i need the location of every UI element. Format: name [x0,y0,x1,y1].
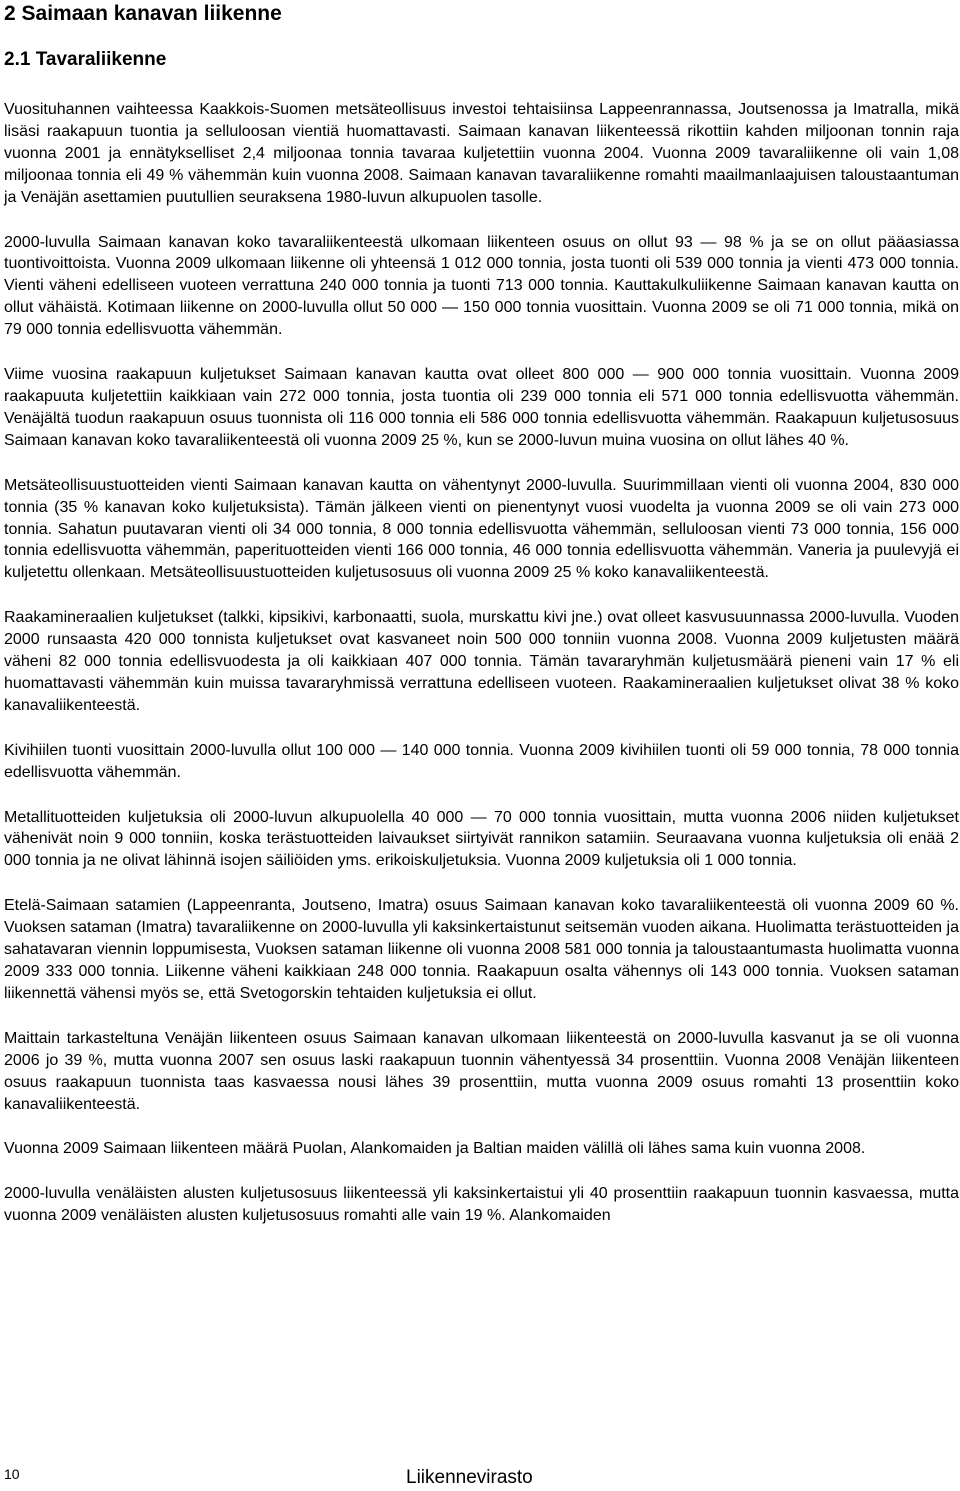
paragraph: Kivihiilen tuonti vuosittain 2000-luvulla ollut 100 000 — 140 000 tonnia. Vuonna 2009 kivihiilen tuonti oli 59 000 tonnia, 78 000 tonnia edellisvuotta vähemmän. [4,741,959,781]
paragraph: Viime vuosina raakapuun kuljetukset Saimaan kanavan kautta ovat olleet 800 000 — 900 000 tonnia vuosittain. Vuonna 2009 raakapuuta kuljetettiin kaikkiaan vain 272 000 tonnia, josta tuontia oli 239 000 tonnia eli 571 000 tonnia edellisvuotta vähemmän. Venäjältä tuodun raakapuun osuus tuonnista oli 116 000 tonnia eli 586 000 tonnia edellisvuotta vähemmän. Raakapuun kuljetusosuus Saimaan kanavan koko tavaraliikenteestä oli vuonna 2009 25 %, kun se 2000-luvun muina vuosina on ollut lähes 40 %. [4,366,959,449]
section-heading: 2.1 Tavaraliikenne [4,49,167,70]
paragraph: Vuonna 2009 Saimaan liikenteen määrä Puolan, Alankomaiden ja Baltian maiden välillä oli lähes sama kuin vuonna 2008. [4,1140,866,1158]
paragraph: Vuosituhannen vaihteessa Kaakkois-Suomen metsäteollisuus investoi tehtaisiinsa Lappeenrannassa, Joutsenossa ja Imatralla, mikä lisäsi raakapuun tuontia ja selluloosan vientiä huomattavasti. Saimaan kanavan liikenteessä rikottiin kahden miljoonan tonnin raja vuonna 2001 ja ennätykselliset 2,4 miljoonaa tonnia tavaraa kuljetettiin vuonna 2004. Vuonna 2009 tavaraliikenne oli vain 1,08 miljoonaa tonnia eli 49 % vähemmän kuin vuonna 2008. Saimaan kanavan tavaraliikenne romahti maailmanlaajuisen taloustaantuman ja Venäjän asettamien puutullien seuraksena 1980-luvun alkupuolen tasolle. [4,101,959,206]
page-footer [4,1458,959,1488]
paragraph: Maittain tarkasteltuna Venäjän liikenteen osuus Saimaan kanavan ulkomaan liikenteestä on 2000-luvulla kasvanut ja se oli vuonna 2006 jo 39 %, mutta vuonna 2007 sen osuus laski raakapuun tuonnin vähentyessä 34 prosenttiin. Vuonna 2008 Venäjän liikenteen osuus raakapuun tuonnista taas kasvaessa nousi lähes 39 prosenttiin, mutta vuonna 2009 osuus romahti 13 prosenttiin koko kanavaliikenteestä. [4,1029,959,1113]
paragraph: Metallituotteiden kuljetuksia oli 2000-luvun alkupuolella 40 000 — 70 000 tonnia vuosittain, mutta vuonna 2006 niiden kuljetukset vähenivät noin 9 000 tonniin, koska terästuotteiden laivaukset siirtyivät rannikon satamiin. Seuraavana vuonna kuljetuksia oli enää 2 000 tonnia ja ne olivat lähinnä isojen säiliöiden yms. erikoiskuljetuksia. Vuonna 2009 kuljetuksia oli 1 000 tonnia. [4,808,959,870]
publisher-name: Liikennevirasto [406,1467,533,1488]
body-text [4,99,959,1250]
page-number: 10 [4,1466,20,1482]
paragraph: Metsäteollisuustuotteiden vienti Saimaan kanavan kautta on vähentynyt 2000-luvulla. Suurimmillaan vienti oli vuonna 2004, 830 000 tonnia (35 % kanavan koko kuljetuksista). Tämän jälkeen vienti on pienentynyt vuosi vuodelta ja vuonna 2009 se oli vain 273 000 tonnia. Sahatun puutavaran vienti oli 34 000 tonnia, 8 000 tonnia edellisvuotta vähemmän, selluloosan vienti 73 000 tonnia, 156 000 tonnia edellisvuotta vähemmän, paperituotteiden vienti 166 000 tonnia, 46 000 tonnia edellisvuotta vähemmän. Vaneria ja puulevyjä ei kuljetettu ollenkaan. Metsäteollisuustuotteiden kuljetusosuus oli vuonna 2009 25 % koko kanavaliikenteestä. [4,476,959,582]
paragraph: Etelä-Saimaan satamien (Lappeenranta, Joutseno, Imatra) osuus Saimaan kanavan koko tavaraliikenteestä oli vuonna 2009 60 %. Vuoksen sataman (Imatra) tavaraliikenne on 2000-luvulla yli kaksinkertaistunut seitsemän vuoden aikana. Huolimatta terästuotteiden ja sahatavaran viennin loppumisesta, Vuoksen sataman liikenne oli vuonna 2008 581 000 tonnia ja taloustaantumasta huolimatta vuonna 2009 333 000 tonnia. Liikenne väheni kaikkiaan 248 000 tonnia. Raakapuun osalta vähennys oli 143 000 tonnia. Vuoksen sataman liikennettä vähensi myös se, että Svetogorskin tehtaiden kuljetuksia ei ollut. [4,897,959,1002]
paragraph: Raakamineraalien kuljetukset (talkki, kipsikivi, karbonaatti, suola, murskattu kivi jne.) ovat olleet kasvusuunnassa 2000-luvulla. Vuoden 2000 runsaasta 420 000 tonnista kuljetukset ovat kasvaneet noin 500 000 tonniin vuonna 2008. Vuonna 2009 kuljetusten määrä väheni 82 000 tonnia edellisvuodesta ja oli kaikkiaan 407 000 tonnia. Tämän tavararyhmän kuljetusmäärä pieneni vain 17 % eli huomattavasti vähemmän kuin muissa tavararyhmissä verrattuna edelliseen vuoteen. Raakamineraalien kuljetukset olivat 38 % koko kanavaliikenteestä. [4,609,959,714]
paragraph: 2000-luvulla Saimaan kanavan koko tavaraliikenteestä ulkomaan liikenteen osuus on ollut 93 — 98 % ja se on ollut pääasiassa tuontivoittoista. Vuonna 2009 ulkomaan liikenne oli yhteensä 1 012 000 tonnia, josta tuonti oli 539 000 tonnia ja vienti 473 000 tonnia. Vienti väheni edelliseen vuoteen verrattuna 240 000 tonnia ja tuonti 713 000 tonnia. Kauttakulkuliikenne Saimaan kanavan kautta on ollut vähäistä. Kotimaan liikenne on 2000-luvulla ollut 50 000 — 150 000 tonnia vuosittain. Vuonna 2009 se oli 71 000 tonnia, mikä on 79 000 tonnia edellisvuotta vähemmän. [4,233,959,339]
page-heading: 2 Saimaan kanavan liikenne [4,2,282,25]
paragraph: 2000-luvulla venäläisten alusten kuljetusosuus liikenteessä yli kaksinkertaistui yli 40 prosenttiin raakapuun tuonnin kasvaessa, mutta vuonna 2009 venäläisten alusten kuljetusosuus romahti alle vain 19 %. Alankomaiden [4,1185,959,1225]
